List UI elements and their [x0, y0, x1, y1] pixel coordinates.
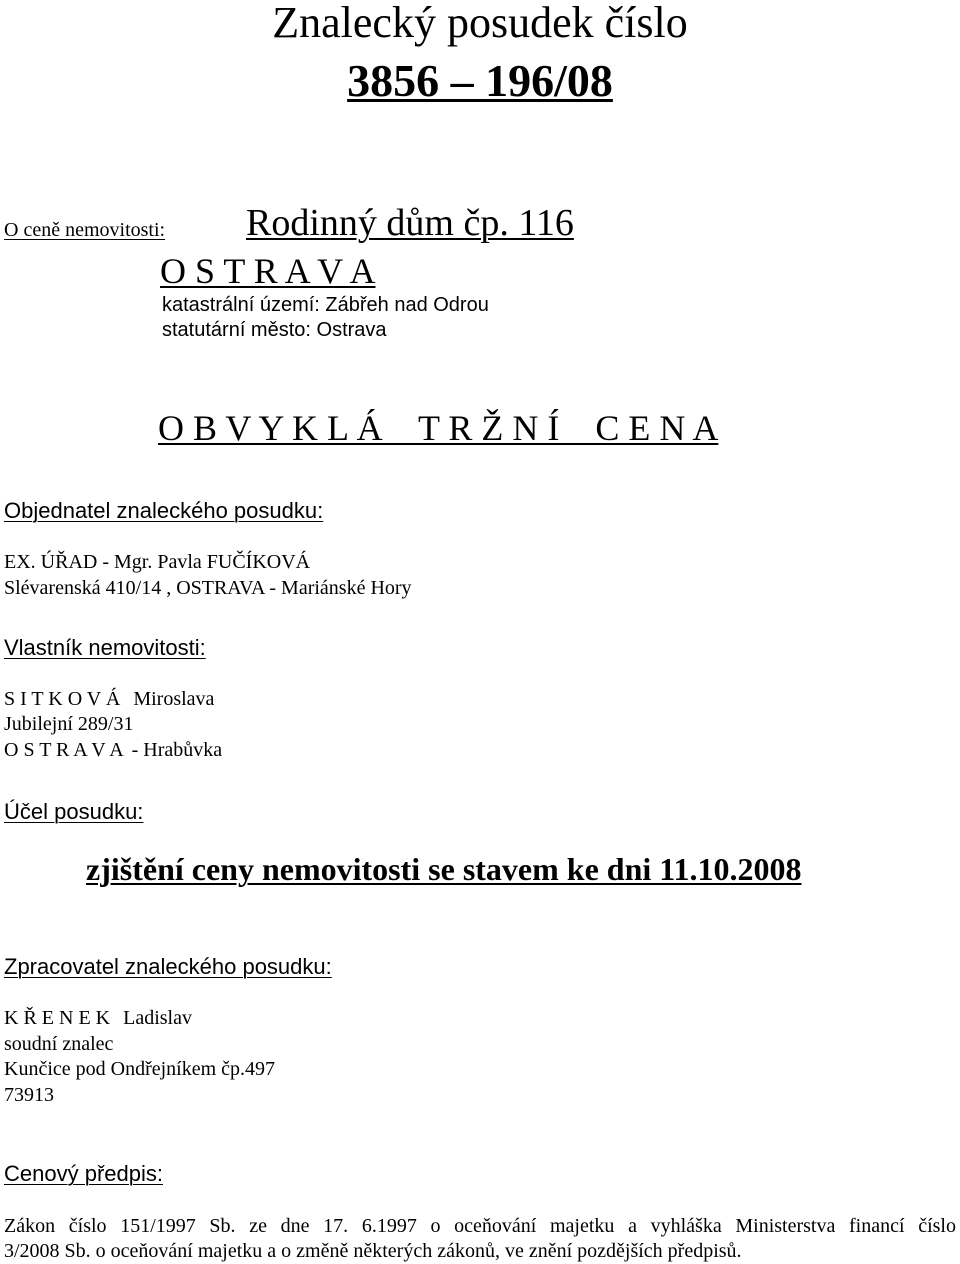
regulation-heading: Cenový předpis:: [4, 1161, 163, 1186]
price-type-heading: O B V Y K L Á T R Ž N Í C E N A: [158, 408, 719, 448]
owner-city-name: O S T R A V A: [4, 739, 123, 761]
author-heading: Zpracovatel znaleckého posudku:: [4, 954, 332, 979]
regulation-line-2: 3/2008 Sb. o oceňování majetku a o změně některých zákonů, ve znění pozdějších předpisů.: [4, 1240, 742, 1262]
owner-firstname: Miroslava: [133, 688, 215, 710]
author-firstname: Ladislav: [123, 1007, 192, 1029]
property-city: O S T R A V A: [160, 251, 376, 291]
author-role: soudní znalec: [4, 1033, 114, 1055]
owner-street: Jubilejní 289/31: [4, 713, 134, 735]
client-name: EX. ÚŘAD - Mgr. Pavla FUČÍKOVÁ: [4, 551, 311, 573]
author-name: [4, 1008, 192, 1028]
municipality: statutární město: Ostrava: [162, 319, 387, 341]
owner-name: [4, 689, 214, 709]
client-heading: Objednatel znaleckého posudku:: [4, 498, 324, 523]
author-address: Kunčice pod Ondřejníkem čp.497: [4, 1058, 276, 1080]
owner-heading: Vlastník nemovitosti:: [4, 635, 206, 660]
purpose-heading: Účel posudku:: [4, 799, 144, 824]
author-surname: K Ř E N E K: [4, 1007, 111, 1029]
owner-surname: S I T K O V Á: [4, 688, 121, 710]
document-title: Znalecký posudek číslo: [272, 0, 688, 47]
client-address: Slévarenská 410/14 , OSTRAVA - Mariánské Hory: [4, 577, 412, 599]
purpose-text: zjištění ceny nemovitosti se stavem ke dni 11.10.2008: [86, 851, 802, 887]
regulation-line-1: Zákon číslo 151/1997 Sb. ze dne 17. 6.1997 o oceňování majetku a vyhláška Ministerstva financí číslo: [4, 1215, 956, 1237]
subject-label: O ceně nemovitosti:: [4, 219, 166, 241]
author-zip: 73913: [4, 1084, 54, 1106]
cadastral-area: katastrální území: Zábřeh nad Odrou: [162, 294, 489, 316]
owner-city: [4, 740, 222, 760]
document-number: 3856 – 196/08: [347, 55, 613, 106]
owner-district: - Hrabůvka: [131, 739, 223, 761]
property-name: Rodinný dům čp. 116: [246, 202, 574, 244]
